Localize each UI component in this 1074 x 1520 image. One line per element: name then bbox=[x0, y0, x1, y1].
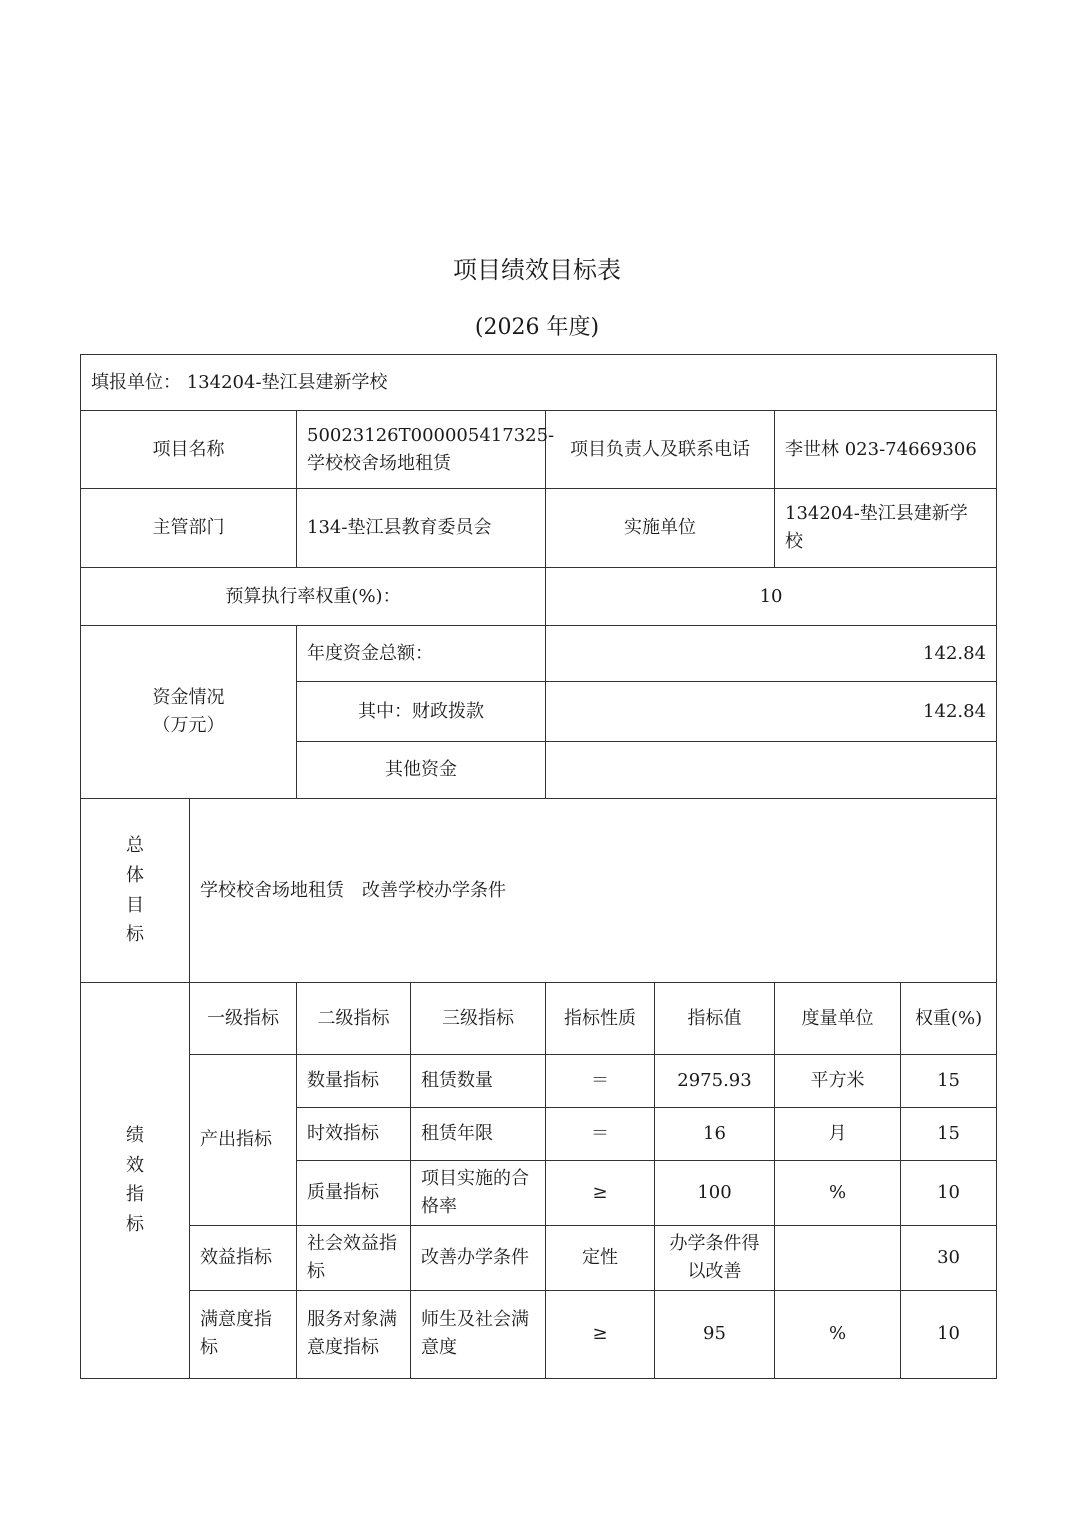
weight-cell: 10 bbox=[901, 1290, 997, 1378]
reporting-unit-row bbox=[81, 355, 997, 411]
table-row bbox=[81, 1055, 997, 1108]
project-name-value bbox=[297, 411, 555, 489]
level3-cell: 师生及社会满意度 bbox=[411, 1290, 546, 1378]
project-contact-label: 项目负责人及联系电话 bbox=[546, 411, 775, 489]
funds-other-label: 其他资金 bbox=[297, 742, 546, 799]
nature-cell: ≥ bbox=[546, 1161, 655, 1226]
department-row bbox=[81, 489, 997, 568]
budget-weight-row bbox=[81, 568, 997, 626]
table-row bbox=[81, 1290, 997, 1378]
budget-weight-label: 预算执行率权重(%)： bbox=[81, 568, 546, 626]
nature-cell: 定性 bbox=[546, 1225, 655, 1290]
project-contact-value: 李世林 023-74669306 bbox=[775, 411, 997, 489]
implementing-unit-value bbox=[775, 489, 997, 568]
level1-satisfaction: 满意度指标 bbox=[190, 1290, 297, 1378]
overall-goal-char: 总 bbox=[126, 835, 144, 857]
header-level3: 三级指标 bbox=[411, 983, 546, 1055]
level2-cell: 时效指标 bbox=[297, 1108, 411, 1161]
level2-cell: 质量指标 bbox=[297, 1161, 411, 1226]
project-row bbox=[81, 411, 997, 489]
unit-cell bbox=[775, 1225, 901, 1290]
budget-weight-value: 10 bbox=[546, 568, 997, 626]
nature-cell: ≥ bbox=[546, 1290, 655, 1378]
performance-target-table bbox=[80, 354, 997, 1379]
header-unit: 度量单位 bbox=[775, 983, 901, 1055]
indicators-char: 效 bbox=[126, 1154, 144, 1176]
header-level1: 一级指标 bbox=[190, 983, 297, 1055]
level3-cell: 项目实施的合格率 bbox=[411, 1161, 546, 1226]
funds-other-value bbox=[546, 742, 997, 799]
funds-fiscal-value: 142.84 bbox=[546, 682, 997, 742]
implementing-unit-line1: 134204-垫江县建新学 bbox=[785, 503, 968, 525]
funds-total-row bbox=[81, 626, 997, 682]
reporting-unit-cell bbox=[81, 355, 997, 411]
indicators-char: 标 bbox=[126, 1213, 144, 1235]
level3-cell: 改善办学条件 bbox=[411, 1225, 546, 1290]
indicator-header-row bbox=[81, 983, 997, 1055]
document-subtitle: (2026 年度) bbox=[474, 315, 600, 340]
indicators-char: 绩 bbox=[126, 1124, 144, 1146]
level2-cell: 社会效益指标 bbox=[297, 1225, 411, 1290]
indicators-label bbox=[81, 983, 190, 1379]
funds-total-label: 年度资金总额： bbox=[297, 626, 546, 682]
overall-goal-char: 体 bbox=[126, 864, 144, 886]
project-name: 学校校舍场地租赁 bbox=[307, 452, 451, 474]
unit-cell: 月 bbox=[775, 1108, 901, 1161]
overall-goal-text: 学校校舍场地租赁 改善学校办学条件 bbox=[190, 799, 997, 983]
overall-goal-char: 目 bbox=[126, 894, 144, 916]
weight-cell: 10 bbox=[901, 1161, 997, 1226]
value-cell: 95 bbox=[655, 1290, 775, 1378]
funds-label-line2: （万元） bbox=[152, 715, 225, 736]
weight-cell: 15 bbox=[901, 1055, 997, 1108]
level1-benefit: 效益指标 bbox=[190, 1225, 297, 1290]
overall-goal-row bbox=[81, 799, 997, 983]
implementing-unit-label: 实施单位 bbox=[546, 489, 775, 568]
header-nature: 指标性质 bbox=[546, 983, 655, 1055]
weight-cell: 15 bbox=[901, 1108, 997, 1161]
level3-cell: 租赁年限 bbox=[411, 1108, 546, 1161]
unit-cell: % bbox=[775, 1161, 901, 1226]
table-row bbox=[81, 1225, 997, 1290]
funds-label-line1: 资金情况 bbox=[152, 687, 225, 709]
funds-label bbox=[81, 626, 297, 799]
department-label: 主管部门 bbox=[81, 489, 297, 568]
level2-cell: 数量指标 bbox=[297, 1055, 411, 1108]
header-value: 指标值 bbox=[655, 983, 775, 1055]
department-value: 134-垫江县教育委员会 bbox=[297, 489, 546, 568]
overall-goal-char: 标 bbox=[126, 924, 144, 946]
unit-cell: % bbox=[775, 1290, 901, 1378]
funds-total-value: 142.84 bbox=[546, 626, 997, 682]
value-cell: 16 bbox=[655, 1108, 775, 1161]
reporting-unit-label: 填报单位： bbox=[91, 371, 181, 393]
project-code: 50023126T000005417325- bbox=[307, 424, 555, 446]
nature-cell: ＝ bbox=[546, 1055, 655, 1108]
header-level2: 二级指标 bbox=[297, 983, 411, 1055]
value-cell: 2975.93 bbox=[655, 1055, 775, 1108]
nature-cell: ＝ bbox=[546, 1108, 655, 1161]
document-title: 项目绩效目标表 bbox=[453, 256, 621, 284]
indicators-char: 指 bbox=[126, 1184, 144, 1206]
overall-goal-label bbox=[81, 799, 190, 983]
reporting-unit-value: 134204-垫江县建新学校 bbox=[186, 371, 388, 393]
value-cell: 100 bbox=[655, 1161, 775, 1226]
funds-fiscal-label: 其中：财政拨款 bbox=[297, 682, 546, 742]
level1-output: 产出指标 bbox=[190, 1055, 297, 1226]
implementing-unit-line2: 校 bbox=[785, 531, 803, 552]
level3-cell: 租赁数量 bbox=[411, 1055, 546, 1108]
header-weight: 权重(%) bbox=[901, 983, 997, 1055]
value-cell: 办学条件得以改善 bbox=[655, 1225, 775, 1290]
level2-cell: 服务对象满意度指标 bbox=[297, 1290, 411, 1378]
weight-cell: 30 bbox=[901, 1225, 997, 1290]
project-name-label: 项目名称 bbox=[81, 411, 297, 489]
unit-cell: 平方米 bbox=[775, 1055, 901, 1108]
